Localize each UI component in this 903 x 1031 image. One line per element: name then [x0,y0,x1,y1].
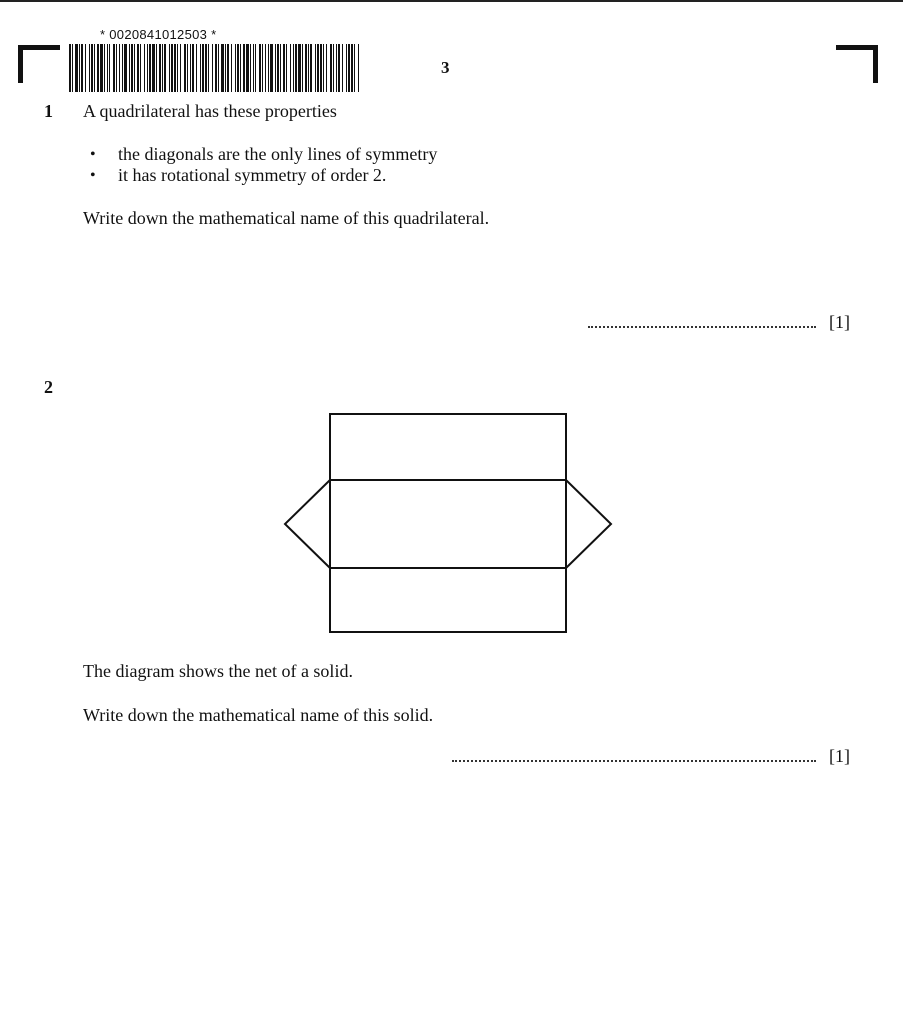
question-2-diagram-caption: The diagram shows the net of a solid. [83,661,353,681]
question-2-number: 2 [44,377,53,397]
registration-corner-right-icon [836,45,878,83]
question-1-bullet-2: it has rotational symmetry of order 2. [118,165,387,185]
question-2-instruction: Write down the mathematical name of this solid. [83,705,434,725]
barcode-icon [69,44,359,92]
prism-net-diagram [280,410,620,640]
bullet-icon: • [90,146,96,163]
question-1-marks: [1] [829,312,850,332]
net-right-triangle [566,480,611,568]
top-rule [0,0,903,2]
question-1-instruction: Write down the mathematical name of this quadrilateral. [83,208,490,228]
net-left-triangle [285,480,330,568]
net-bottom-rectangle [330,568,566,632]
question-2-answer-line[interactable] [452,746,816,767]
question-1-answer-line[interactable] [588,312,816,333]
question-1-intro: A quadrilateral has these properties [83,101,337,121]
question-1-bullet-1: the diagonals are the only lines of symmetry [118,144,438,164]
net-top-rectangle [330,414,566,480]
registration-corner-left-icon [18,45,60,83]
page-number: 3 [441,58,450,77]
question-2-marks: [1] [829,746,850,766]
question-1-number: 1 [44,101,53,121]
barcode-number: * 0020841012503 * [100,27,217,42]
net-middle-rectangle [330,480,566,568]
bullet-icon: • [90,167,96,184]
